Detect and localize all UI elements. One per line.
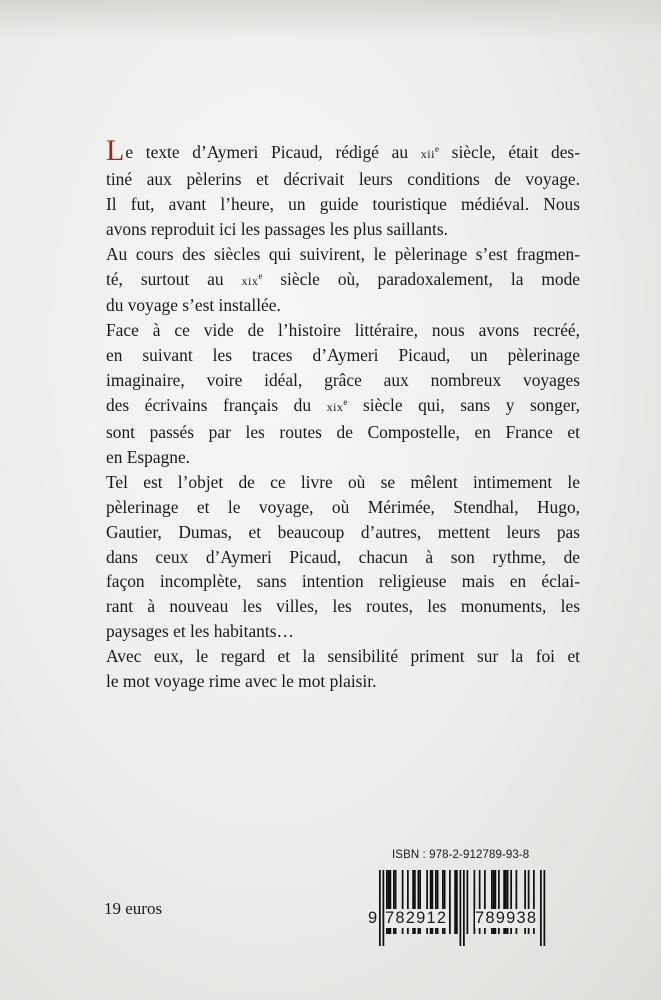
barcode-left-digits: 782912 — [385, 909, 448, 927]
blurb-line: en Espagne. — [106, 446, 191, 467]
blurb-line: le mot voyage rime avec le mot plaisir. — [106, 671, 377, 692]
blurb-line: Avec eux, le regard et la sensibilité priment sur la foi et — [106, 646, 580, 667]
blurb-line: Il fut, avant l’heure, un guide touristique médiéval. Nous — [106, 193, 580, 214]
barcode-bar — [454, 870, 456, 934]
blurb-line: Face à ce vide de l’histoire littéraire, nous avons recréé, — [106, 320, 580, 341]
blurb-line: Le texte d’Aymeri Picaud, rédigé au xii$^e$ siècle, était des- — [106, 134, 580, 167]
blurb-line: avons reproduit ici les passages les plus saillants. — [106, 218, 448, 239]
blurb-line: du voyage s’est installée. — [106, 295, 281, 316]
blurb-paragraph — [106, 134, 580, 242]
barcode-bar — [379, 870, 381, 946]
century-suffix: e — [434, 144, 439, 154]
blurb-text — [106, 134, 580, 694]
blurb-line: tiné aux pèlerins et décrivait leurs conditions de voyage. — [106, 168, 580, 189]
price-label: 19 euros — [104, 899, 163, 918]
blurb-line: Au cours des siècles qui suivirent, le pèlerinage s’est fragmen- — [106, 243, 580, 264]
blurb-line: pèlerinage et le voyage, où Mérimée, Stendhal, Hugo, — [106, 496, 580, 517]
century-numeral: xix — [326, 400, 344, 415]
barcode-bar — [467, 870, 469, 934]
barcode-bar — [544, 870, 546, 946]
blurb-paragraph — [106, 470, 580, 644]
blurb-line: rant à nouveau les villes, les routes, les monuments, les — [106, 596, 580, 617]
blurb-line: dans ceux d’Aymeri Picaud, chacun à son rythme, de — [106, 546, 580, 567]
blurb-line: paysages et les habitants… — [106, 621, 294, 642]
barcode-bar — [463, 870, 465, 946]
barcode-bar — [540, 870, 542, 946]
blurb-line: des écrivains français du xix$^e$ siècle qui, sans y songer, — [106, 395, 580, 416]
barcode-bar — [456, 870, 458, 934]
blurb-line: en suivant les traces d’Aymeri Picaud, un pèlerinage — [106, 345, 580, 366]
blurb-paragraph — [106, 318, 580, 469]
top-shadow — [0, 0, 661, 40]
barcode-bar — [383, 870, 385, 946]
barcode-first-digit: 9 — [368, 909, 379, 927]
century-numeral: xii — [420, 147, 435, 161]
barcode-right-digits: 789938 — [475, 909, 538, 927]
blurb-paragraph — [106, 242, 580, 319]
blurb-line: Tel est l’objet de ce livre où se mêlent intimement le — [106, 471, 580, 492]
blurb-line: imaginaire, voire idéal, grâce aux nombreux voyages — [106, 370, 580, 391]
blurb-line: façon incomplète, sans intention religieuse mais en éclai- — [106, 571, 580, 592]
century-suffix: e — [343, 397, 348, 408]
blurb-paragraph — [106, 644, 580, 694]
blurb-line: sont passés par les routes de Compostelle, en France et — [106, 421, 580, 442]
blurb-line: té, surtout au xix$^e$ siècle où, paradoxalement, la mode — [106, 268, 580, 289]
century-suffix: e — [258, 270, 263, 281]
barcode-bar — [460, 870, 462, 946]
century-numeral: xix — [241, 273, 259, 288]
isbn-label: ISBN : 978-2-912789-93-8 — [392, 849, 530, 861]
barcode-bar — [449, 870, 451, 934]
drop-cap: L — [106, 134, 125, 167]
blurb-line: Gautier, Dumas, et beaucoup d’autres, mettent leurs pas — [106, 521, 580, 542]
